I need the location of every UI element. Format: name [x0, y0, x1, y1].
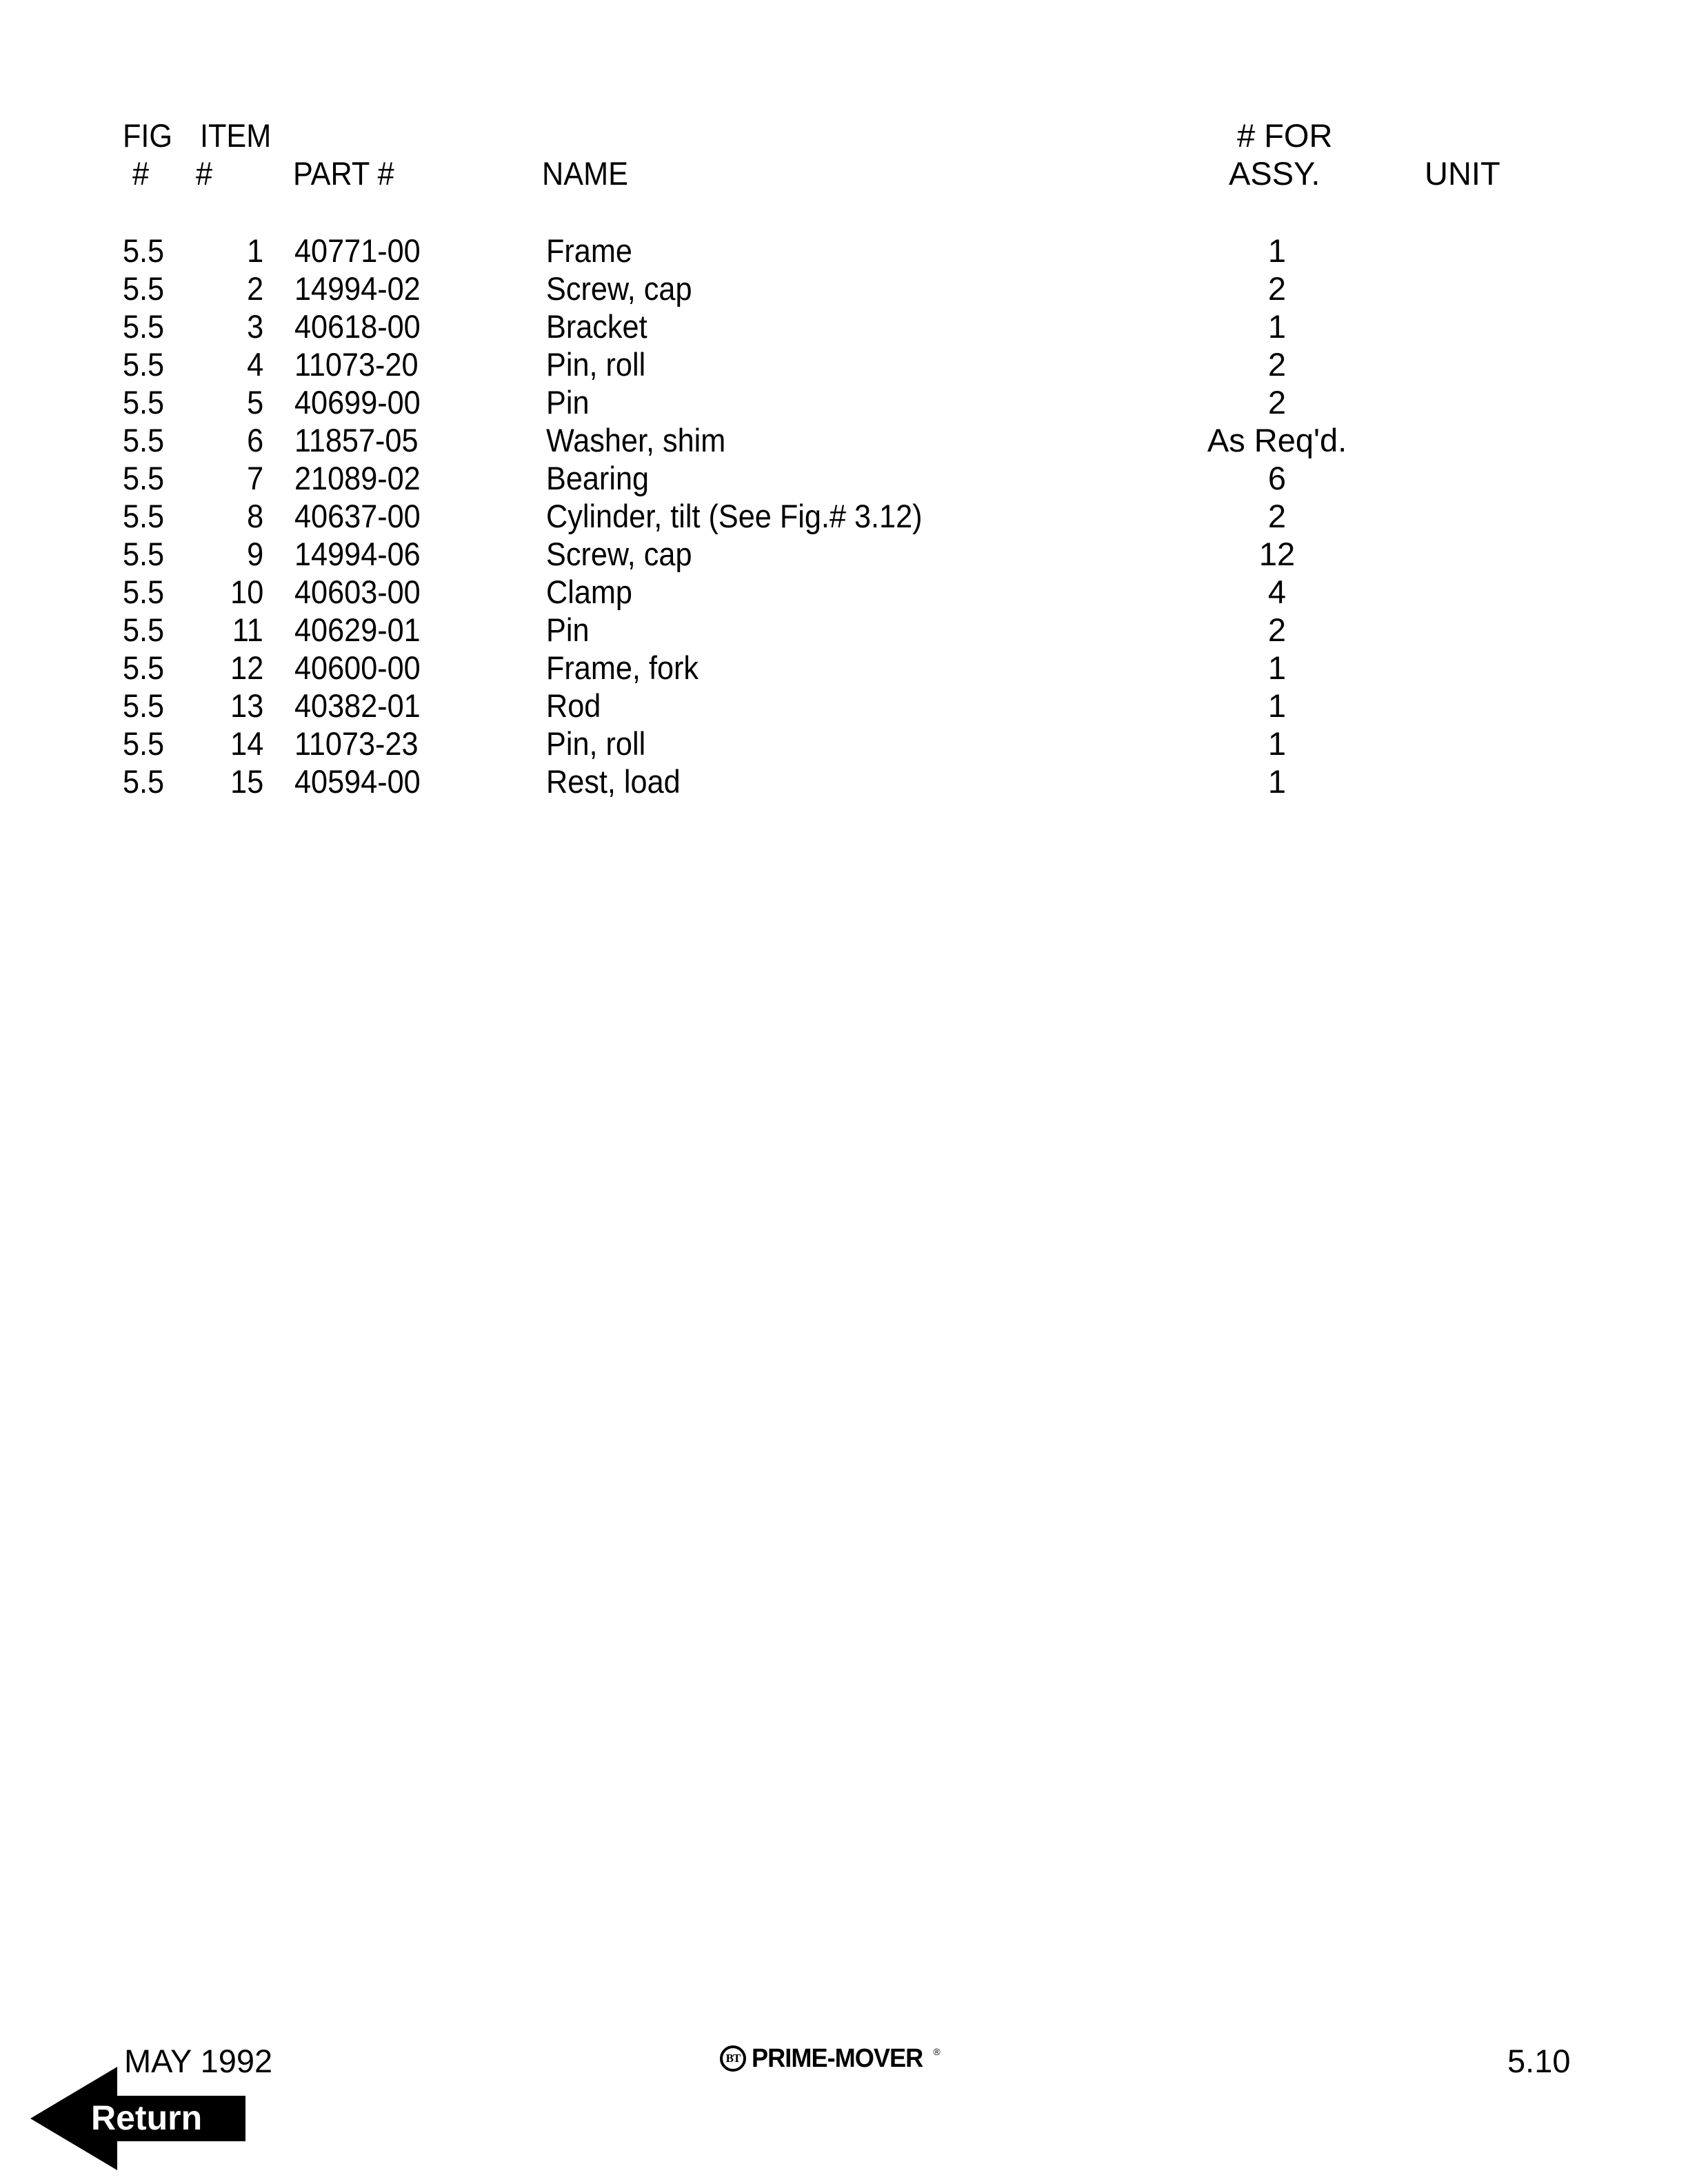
- return-label: Return: [91, 2099, 203, 2137]
- assy-quantity: 1: [1267, 308, 1287, 345]
- part-name: Cylinder, tilt (See Fig.# 3.12): [546, 498, 923, 534]
- header-fig-line2: #: [132, 155, 150, 192]
- fig-number: 5.5: [123, 460, 165, 496]
- part-number: 40600-00: [294, 649, 421, 686]
- assy-quantity: 4: [1267, 574, 1287, 610]
- item-number: 10: [230, 574, 263, 610]
- header-name: NAME: [542, 155, 628, 192]
- assy-quantity: 1: [1267, 763, 1287, 800]
- part-number: 40629-01: [294, 611, 421, 648]
- table-row: [0, 383, 1688, 421]
- item-number: 1: [246, 232, 263, 269]
- prime-mover-logo: [720, 2043, 941, 2074]
- part-number: 40594-00: [294, 763, 421, 800]
- part-number: 14994-06: [294, 536, 421, 572]
- part-name: Frame, fork: [546, 649, 699, 686]
- table-row: [0, 762, 1688, 800]
- table-row: [0, 611, 1688, 649]
- table-row: [0, 535, 1688, 573]
- header-unit: UNIT: [1425, 155, 1500, 192]
- item-number: 13: [230, 687, 263, 724]
- item-number: 6: [246, 422, 263, 458]
- assy-quantity: 12: [1258, 536, 1296, 572]
- header-fig-line1: FIG: [123, 117, 173, 154]
- fig-number: 5.5: [123, 725, 165, 762]
- header-assy-line1: # FOR: [1237, 117, 1333, 154]
- logo-text: PRIME-MOVER: [752, 2043, 923, 2073]
- fig-number: 5.5: [123, 687, 165, 724]
- assy-quantity: 2: [1267, 346, 1287, 383]
- part-name: Screw, cap: [546, 270, 692, 307]
- assy-quantity: 2: [1267, 384, 1287, 421]
- item-number: 4: [246, 346, 263, 383]
- assy-quantity: As Req'd.: [1207, 422, 1347, 458]
- part-number: 40618-00: [294, 308, 421, 345]
- item-number: 11: [232, 611, 263, 648]
- item-number: 5: [246, 384, 263, 421]
- return-button[interactable]: [30, 2067, 250, 2170]
- part-number: 40771-00: [294, 232, 421, 269]
- fig-number: 5.5: [123, 346, 165, 383]
- assy-quantity: 2: [1267, 270, 1287, 307]
- header-assy-line2: ASSY.: [1229, 155, 1320, 192]
- table-row: [0, 270, 1688, 307]
- assy-quantity: 6: [1267, 460, 1287, 496]
- item-number: 7: [246, 460, 263, 496]
- fig-number: 5.5: [123, 308, 165, 345]
- fig-number: 5.5: [123, 270, 165, 307]
- fig-number: 5.5: [123, 611, 165, 648]
- assy-quantity: 2: [1267, 498, 1287, 534]
- part-number: 40699-00: [294, 384, 421, 421]
- table-row: [0, 307, 1688, 345]
- fig-number: 5.5: [123, 649, 165, 686]
- fig-number: 5.5: [123, 763, 165, 800]
- table-row: [0, 687, 1688, 725]
- header-item-line1: ITEM: [200, 117, 272, 154]
- assy-quantity: 1: [1267, 725, 1287, 762]
- item-number: 9: [246, 536, 263, 572]
- item-number: 8: [246, 498, 263, 534]
- item-number: 3: [246, 308, 263, 345]
- part-name: Pin: [546, 611, 590, 648]
- page-number: 5.10: [1507, 2043, 1571, 2079]
- header-part: PART #: [293, 155, 394, 192]
- part-name: Pin, roll: [546, 725, 646, 762]
- item-number: 14: [230, 725, 263, 762]
- fig-number: 5.5: [123, 422, 165, 458]
- table-row: [0, 725, 1688, 762]
- part-number: 11857-05: [294, 422, 419, 458]
- bt-badge-icon: BT: [720, 2045, 746, 2072]
- part-name: Screw, cap: [546, 536, 692, 572]
- table-row: [0, 232, 1688, 270]
- part-number: 40603-00: [294, 574, 421, 610]
- assy-quantity: 1: [1267, 687, 1287, 724]
- part-name: Washer, shim: [546, 422, 726, 458]
- part-name: Bracket: [546, 308, 647, 345]
- assy-quantity: 1: [1267, 232, 1287, 269]
- assy-quantity: 2: [1267, 611, 1287, 648]
- table-row: [0, 649, 1688, 687]
- part-name: Clamp: [546, 574, 632, 610]
- part-name: Bearing: [546, 460, 650, 496]
- table-row: [0, 345, 1688, 383]
- part-name: Frame: [546, 232, 632, 269]
- fig-number: 5.5: [123, 232, 165, 269]
- table-row: [0, 421, 1688, 459]
- fig-number: 5.5: [123, 498, 165, 534]
- part-number: 21089-02: [294, 460, 421, 496]
- header-item-line2: #: [196, 155, 213, 192]
- part-number: 40637-00: [294, 498, 421, 534]
- part-name: Rest, load: [546, 763, 681, 800]
- item-number: 2: [246, 270, 263, 307]
- table-row: [0, 459, 1688, 497]
- part-number: 11073-20: [294, 346, 419, 383]
- fig-number: 5.5: [123, 384, 165, 421]
- revision-date: MAY 1992: [124, 2043, 273, 2079]
- part-name: Pin, roll: [546, 346, 646, 383]
- table-row: [0, 497, 1688, 535]
- part-name: Rod: [546, 687, 601, 724]
- assy-quantity: 1: [1267, 649, 1287, 686]
- part-name: Pin: [546, 384, 590, 421]
- part-number: 11073-23: [294, 725, 419, 762]
- table-row: [0, 573, 1688, 611]
- item-number: 12: [230, 649, 263, 686]
- fig-number: 5.5: [123, 574, 165, 610]
- item-number: 15: [230, 763, 263, 800]
- part-number: 40382-01: [294, 687, 421, 724]
- registered-mark: ®: [933, 2046, 941, 2057]
- fig-number: 5.5: [123, 536, 165, 572]
- part-number: 14994-02: [294, 270, 421, 307]
